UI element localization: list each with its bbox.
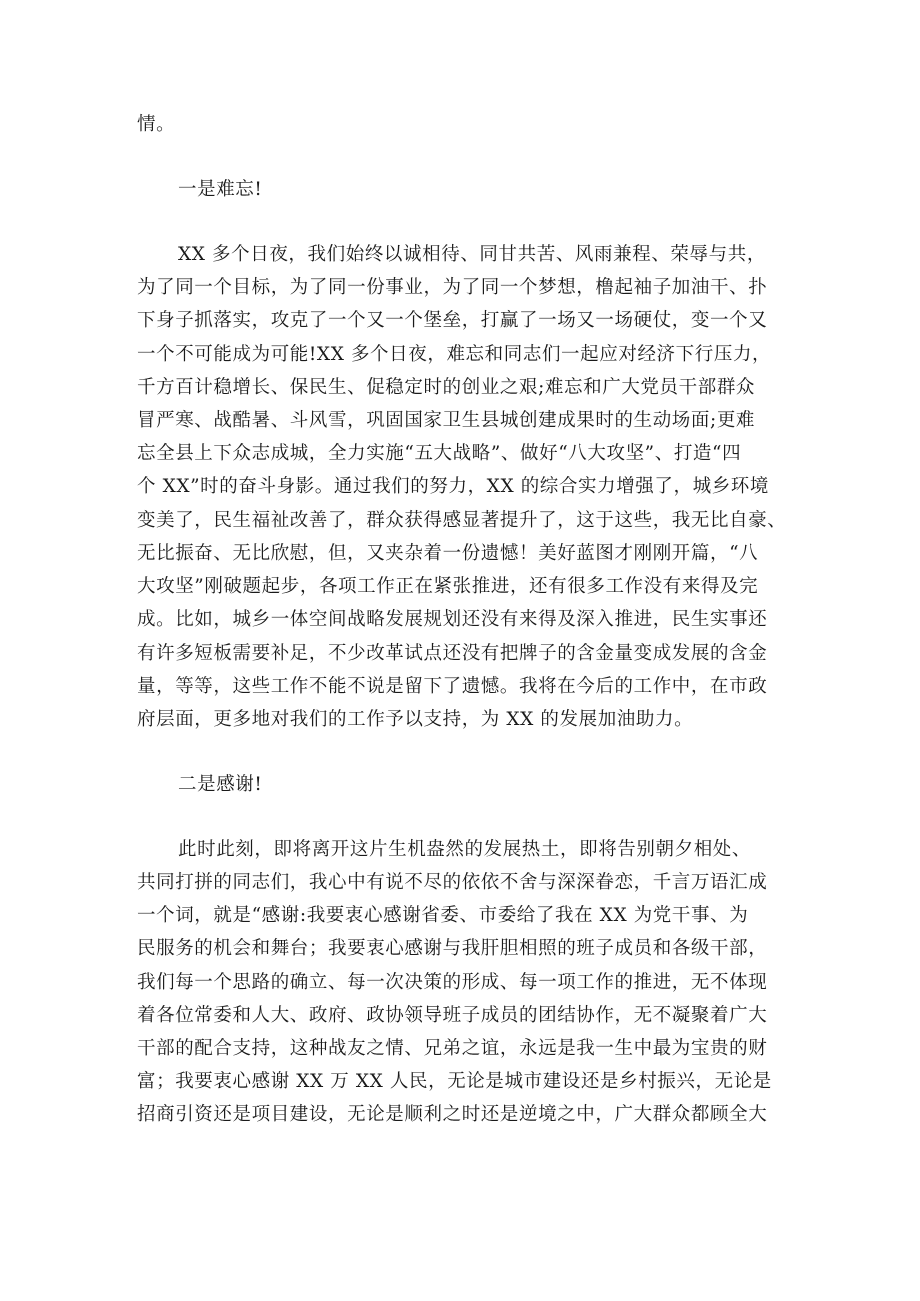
paragraph-line: 着各位常委和人大、政府、政协领导班子成员的团结协作，无不凝聚着广大 <box>137 1005 768 1026</box>
paragraph-line: 变美了，民生福祉改善了，群众获得感显著提升了，这于这些，我无比自豪、 <box>137 510 787 531</box>
opening-tail-text: 情。 <box>137 114 176 135</box>
paragraph-line: 下身子抓落实，攻克了一个又一个堡垒，打赢了一场又一场硬仗，变一个又 <box>137 310 768 331</box>
paragraph-line: 一个词，就是“感谢:我要衷心感谢省委、市委给了我在 XX 为党干事、为 <box>137 905 749 926</box>
paragraph-line: 干部的配合支持，这种战友之情、兄弟之谊，永远是我一生中最为宝贵的财 <box>137 1038 768 1059</box>
section-heading-memorable: 一是难忘! <box>178 179 263 200</box>
paragraph-line: XX 多个日夜，我们始终以诚相待、同甘共苦、风雨兼程、荣辱与共， <box>178 244 766 265</box>
paragraph-line: 忘全县上下众志成城，全力实施“五大战略”、做好“八大攻坚”、打造“四 <box>137 443 742 464</box>
paragraph-line: 大攻坚”刚破题起步，各项工作正在紧张推进，还有很多工作没有来得及完 <box>137 576 759 597</box>
paragraph-line: 府层面，更多地对我们的工作予以支持，为 XX 的发展加油助力。 <box>137 709 694 730</box>
paragraph-line: 共同打拼的同志们，我心中有说不尽的依依不舍与深深眷恋，千言万语汇成 <box>137 872 768 893</box>
paragraph-line: 为了同一个目标，为了同一份事业，为了同一个梦想，橹起袖子加油干、扑 <box>137 277 768 298</box>
paragraph-line: 冒严寒、战酷暑、斗风雪，巩固国家卫生县城创建成果时的生动场面;更难 <box>137 410 756 431</box>
paragraph-line: 无比振奋、无比欣慰，但，又夹杂着一份遗憾！美好蓝图才刚刚开篇，“八 <box>137 543 759 564</box>
paragraph-line: 成。比如，城乡一体空间战略发展规划还没有来得及深入推进，民生实事还 <box>137 609 768 630</box>
paragraph-line: 有许多短板需要补足，不少改革试点还没有把牌子的含金量变成发展的含金 <box>137 643 768 664</box>
paragraph-line: 民服务的机会和舞台；我要衷心感谢与我肝胆相照的班子成员和各级干部， <box>137 938 768 959</box>
paragraph-line: 一个不可能成为可能!XX 多个日夜，难忘和同志们一起应对经济下行压力， <box>137 344 772 365</box>
paragraph-line: 招商引资还是项目建设，无论是顺利之时还是逆境之中，广大群众都顾全大 <box>137 1104 768 1125</box>
paragraph-line: 此时此刻，即将离开这片生机盎然的发展热土，即将告别朝夕相处、 <box>178 839 752 860</box>
section-heading-thanks: 二是感谢! <box>178 774 263 795</box>
paragraph-line: 富；我要衷心感谢 XX 万 XX 人民，无论是城市建设还是乡村振兴，无论是 <box>137 1071 772 1092</box>
paragraph-line: 我们每一个思路的确立、每一次决策的形成、每一项工作的推进，无不体现 <box>137 972 768 993</box>
paragraph-line: 量，等等，这些工作不能不说是留下了遗憾。我将在今后的工作中，在市政 <box>137 676 768 697</box>
paragraph-line: 千方百计稳增长、保民生、促稳定时的创业之艰;难忘和广大党员干部群众 <box>137 377 756 398</box>
paragraph-line: 个 XX”时的奋斗身影。通过我们的努力，XX 的综合实力增强了，城乡环境 <box>137 476 770 497</box>
